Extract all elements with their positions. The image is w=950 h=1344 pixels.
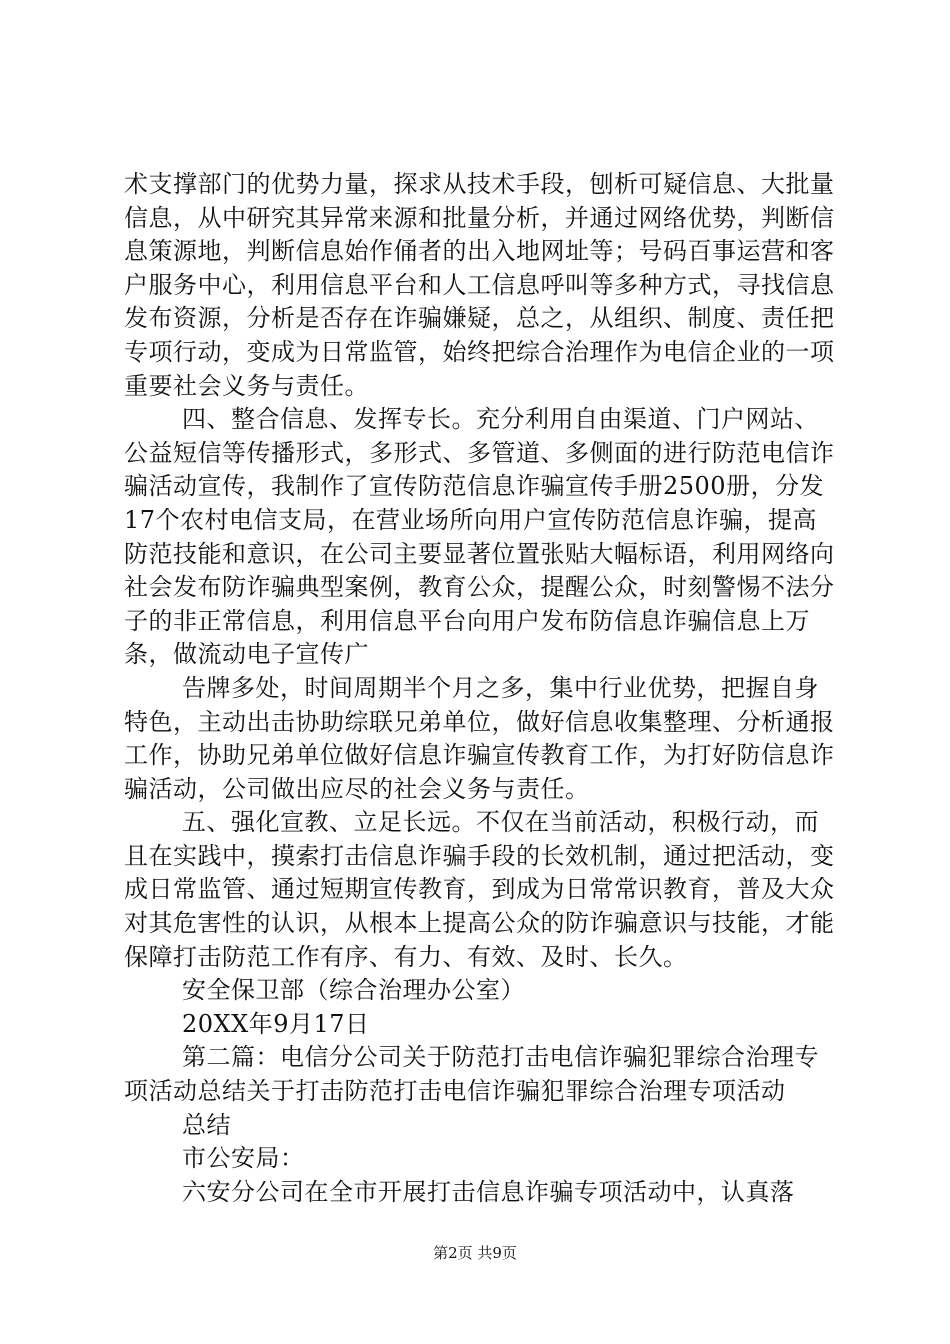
paragraph-section-four-continued: 告牌多处，时间周期半个月之多，集中行业优势，把握自身特色，主动出击协助综联兄弟单位，做好信息收集整理、分析通报工作，协助兄弟单位做好信息诈骗宣传教育工作，为打好防信息诈骗活动，公司做出应尽的社会义务与责任。 [124, 673, 835, 803]
document-body [124, 168, 840, 1209]
page-number-footer: 第2页 共9页 [433, 1244, 517, 1262]
paragraph-section-five: 五、强化宣教、立足长远。不仅在当前活动，积极行动，而且在实践中，摸索打击信息诈骗手段的长效机制，通过把活动，变成日常监管、通过短期宣传教育，到成为日常常识教育，普及大众对其危害性的认识，从根本上提高公众的防诈骗意识与技能，才能保障打击防范工作有序、有力、有效、及时、长久。 [124, 808, 835, 971]
signature-department: 安全保卫部（综合治理办公室） [182, 976, 525, 1005]
letter-body-start: 六安分公司在全市开展打击信息诈骗专项活动中，认真落 [182, 1177, 795, 1206]
letter-salutation: 市公安局： [182, 1144, 305, 1173]
chapter-two-heading: 第二篇：电信分公司关于防范打击电信诈骗犯罪综合治理专项活动总结关于打击防范打击电信诈骗犯罪综合治理专项活动 [124, 1043, 819, 1106]
paragraph-section-four: 四、整合信息、发挥专长。充分利用自由渠道、门户网站、公益短信等传播形式，多形式、多管道、多侧面的进行防范电信诈骗活动宣传，我制作了宣传防范信息诈骗宣传手册2500册，分发17个农村电信支局，在营业场所向用户宣传防范信息诈骗，提高防范技能和意识，在公司主要显著位置张贴大幅标语，利用网络向社会发布防诈骗典型案例，教育公众，提醒公众，时刻警惕不法分子的非正常信息，利用信息平台向用户发布防信息诈骗信息上万条，做流动电子宣传广 [124, 405, 835, 669]
paragraph-continuation: 术支撑部门的优势力量，探求从技术手段，刨析可疑信息、大批量信息，从中研究其异常来源和批量分析，并通过网络优势，判断信息策源地，判断信息始作俑者的出入地网址等；号码百事运营和客户服务中心，利用信息平台和人工信息呼叫等多种方式，寻找信息发布资源，分析是否存在诈骗嫌疑，总之，从组织、制度、责任把专项行动，变成为日常监管，始终把综合治理作为电信企业的一项重要社会义务与责任。 [124, 170, 835, 400]
signature-date: 20XX年9月17日 [182, 1009, 370, 1038]
chapter-two-heading-end: 总结 [182, 1110, 231, 1139]
